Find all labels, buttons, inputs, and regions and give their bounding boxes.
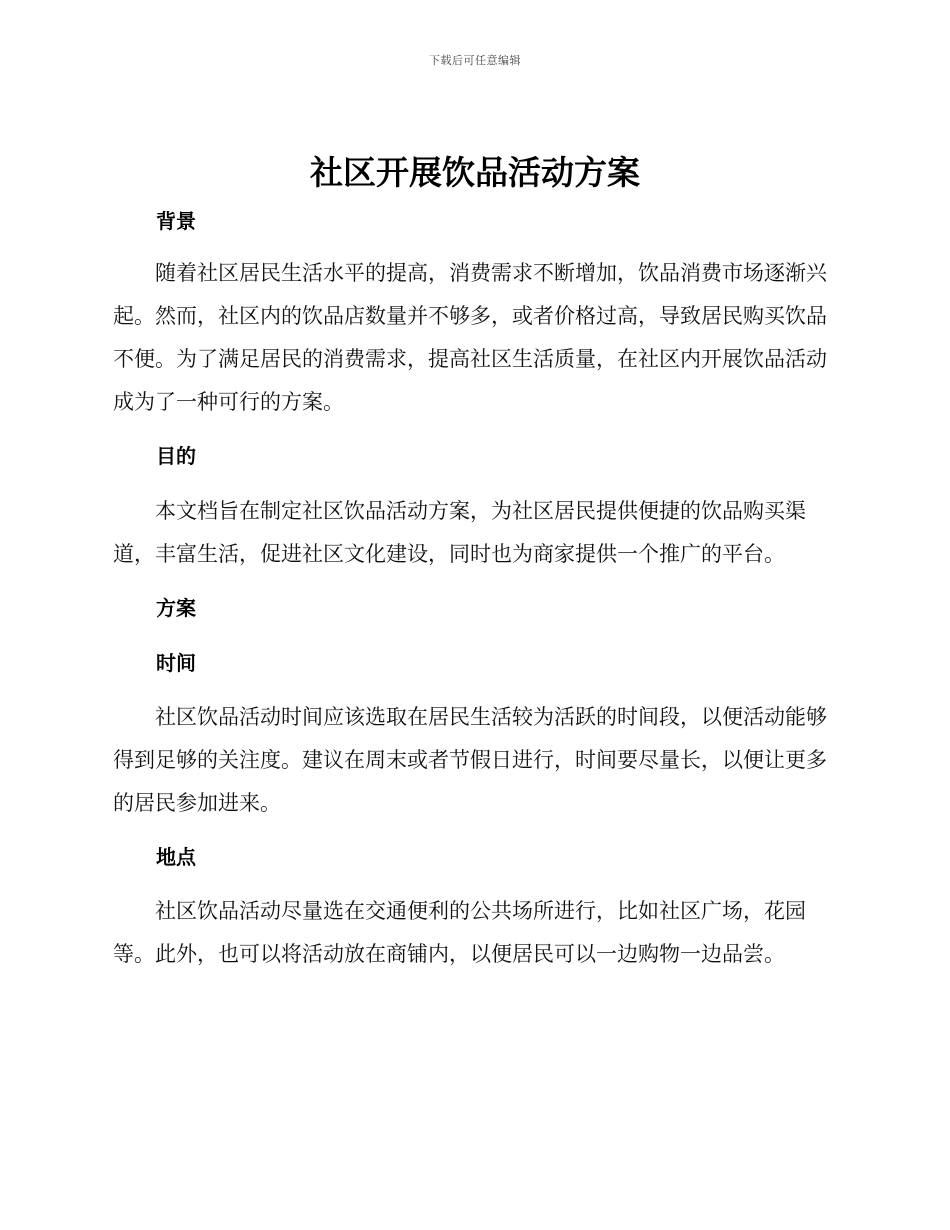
heading-background: 背景 [156,209,196,233]
paragraph-location: 社区饮品活动尽量选在交通便利的公共场所进行，比如社区广场，花园等。此外，也可以将活动放在商铺内，以便居民可以一边购物一边品尝。 [113,899,806,966]
paragraph-purpose: 本文档旨在制定社区饮品活动方案，为社区居民提供便捷的饮品购买渠道，丰富生活，促进社区文化建设，同时也为商家提供一个推广的平台。 [113,499,806,566]
paragraph-time: 社区饮品活动时间应该选取在居民生活较为活跃的时间段，以便活动能够得到足够的关注度。建议在周末或者节假日进行，时间要尽量长，以便让更多的居民参加进来。 [113,705,827,815]
page-header-note: 下载后可任意编辑 [429,54,521,67]
heading-location: 地点 [156,845,196,869]
paragraph-background: 随着社区居民生活水平的提高，消费需求不断增加，饮品消费市场逐渐兴起。然而，社区内的饮品店数量并不够多，或者价格过高，导致居民购买饮品不便。为了满足居民的消费需求，提高社区生活质量，在社区内开展饮品活动成为了一种可行的方案。 [113,261,827,414]
heading-purpose: 目的 [156,444,196,468]
heading-plan: 方案 [156,596,196,620]
heading-time: 时间 [156,651,196,675]
document-title: 社区开展饮品活动方案 [310,153,640,192]
